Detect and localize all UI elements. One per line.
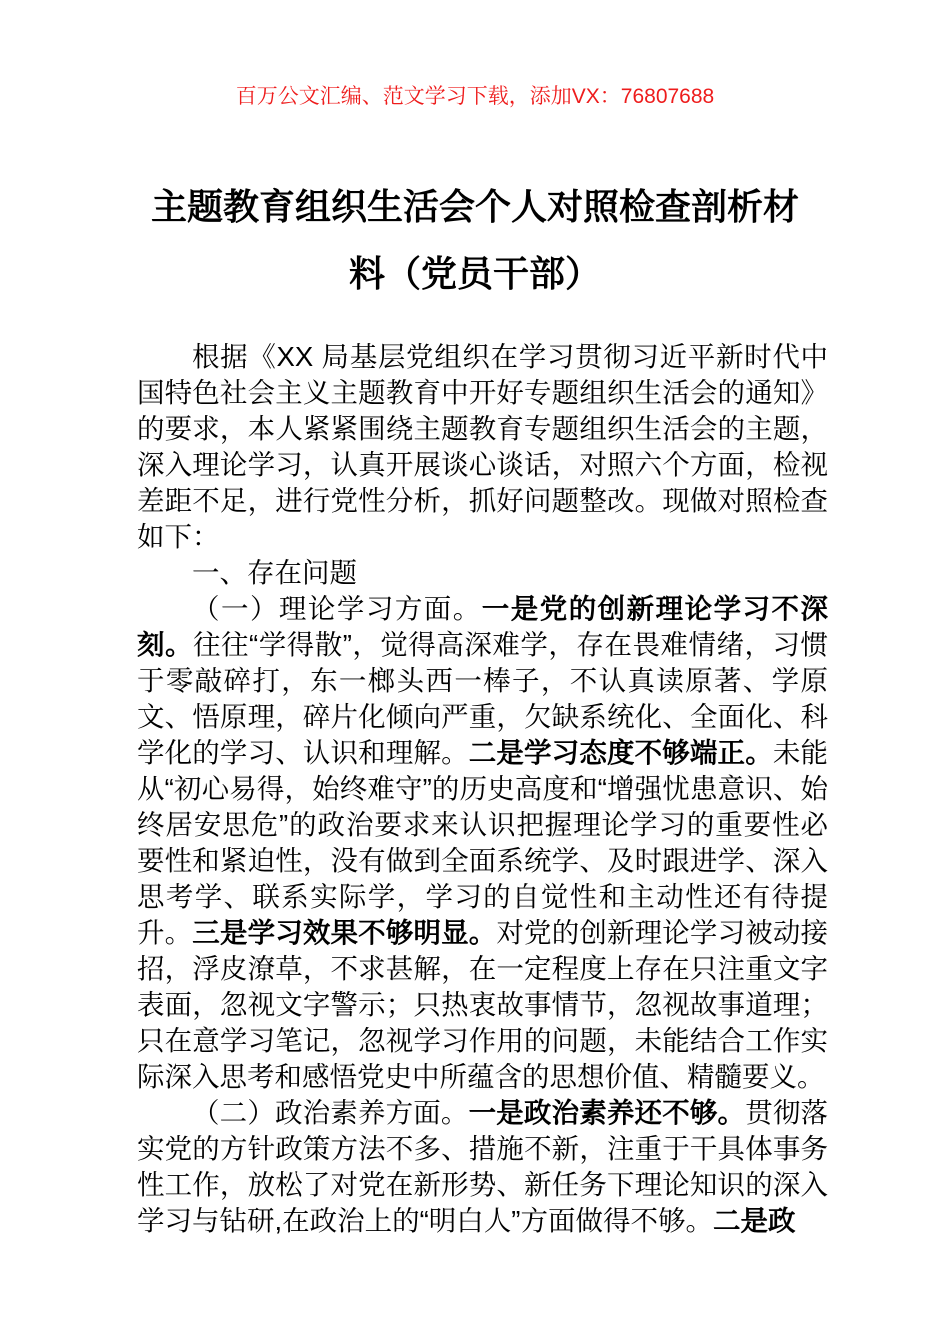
- bold-text-run: 一是政治素养还不够。: [468, 1097, 746, 1128]
- paragraph: [137, 591, 828, 1095]
- bold-text-run: 三是学习效果不够明显。: [192, 917, 497, 948]
- document-body: [137, 339, 828, 1239]
- bold-text-run: 二是政: [712, 1205, 796, 1236]
- document-title: 主题教育组织生活会个人对照检查剖析材料（党员干部）: [150, 186, 799, 294]
- paragraph: [137, 1095, 828, 1239]
- text-run: 贯彻落实党的方针政策方法不多、措施不新，注重于干具体事务性工作，放松了对党在新形势、新任务下理论知识的深入学习与钻研,在政治上的“明白人”方面做得不够。: [137, 1097, 829, 1236]
- bold-text-run: 一是党的创新理论学习不深刻。: [137, 593, 829, 660]
- header-promo-text: 百万公文汇编、范文学习下载，添加VX：76807688: [235, 85, 715, 108]
- text-run: 根据《XX 局基层党组织在学习贯彻习近平新时代中国特色社会主义主题教育中开好专题组织生活会的通知》的要求，本人紧紧围绕主题教育专题组织生活会的主题，深入理论学习，认真开展谈心谈话，对照六个方面，检视差距不足，进行党性分析，抓好问题整改。现做对照检查如下：: [137, 341, 828, 552]
- text-run: 对党的创新理论学习被动接招，浮皮潦草，不求甚解，在一定程度上存在只注重文字表面，忽视文字警示；只热衷故事情节，忽视故事道理；只在意学习笔记，忽视学习作用的问题，未能结合工作实际深入思考和感悟党史中所蕴含的思想价值、精髓要义。: [137, 917, 829, 1092]
- paragraph: [137, 339, 828, 555]
- bold-text-run: 二是学习态度不够端正。: [468, 737, 773, 768]
- text-run: 未能从“初心易得，始终难守”的历史高度和“增强忧患意识、始终居安思危”的政治要求来认识把握理论学习的重要性必要性和紧迫性，没有做到全面系统学、及时跟进学、深入思考学、联系实际学，学习的自觉性和主动性还有待提升。: [137, 737, 829, 948]
- text-run: （一）理论学习方面。: [192, 593, 482, 624]
- paragraph: [137, 555, 828, 591]
- text-run: 往往“学得散”，觉得高深难学，存在畏难情绪，习惯于零敲碎打，东一榔头西一棒子，不认真读原著、学原文、悟原理，碎片化倾向严重，欠缺系统化、全面化、科学化的学习、认识和理解。: [137, 629, 828, 768]
- text-run: 一、存在问题: [192, 557, 357, 588]
- text-run: （二）政治素养方面。: [192, 1097, 469, 1128]
